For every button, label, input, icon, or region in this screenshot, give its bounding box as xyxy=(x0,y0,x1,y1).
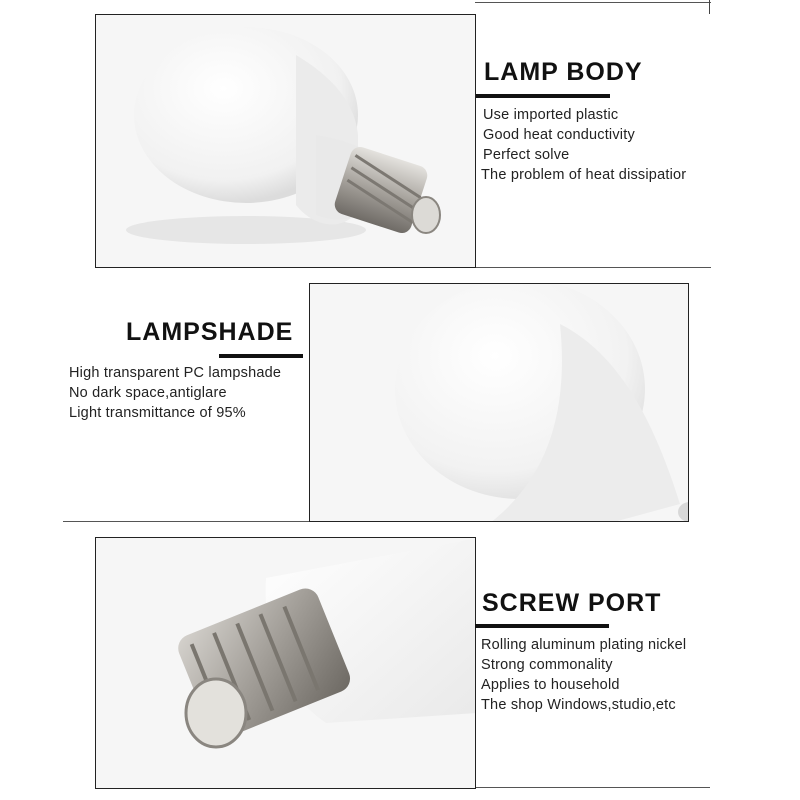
line-screw-port-3: Applies to household xyxy=(481,677,620,693)
heading-underline-lampshade xyxy=(219,354,303,358)
line-screw-port-2: Strong commonality xyxy=(481,657,613,673)
line-lamp-body-2: Good heat conductivity xyxy=(483,127,635,143)
line-lampshade-1: High transparent PC lampshade xyxy=(69,365,282,381)
lampshade-photo xyxy=(309,283,689,522)
text-lamp-body xyxy=(483,105,707,185)
line-lamp-body-1: Use imported plastic xyxy=(483,107,619,123)
separator-2 xyxy=(63,521,310,522)
line-lampshade-3: Light transmittance of 95% xyxy=(69,405,246,421)
bulb-dome-closeup-image xyxy=(310,284,689,522)
line-lamp-body-3: Perfect solve xyxy=(483,147,570,163)
bulb-screw-base-closeup-image xyxy=(96,538,476,789)
line-lampshade-2: No dark space,antiglare xyxy=(69,385,227,401)
line-screw-port-1: Rolling aluminum plating nickel xyxy=(481,637,687,653)
line-lamp-body-4: The problem of heat dissipatior xyxy=(481,167,687,183)
heading-lamp-body: LAMP BODY xyxy=(484,58,643,86)
screw-port-photo xyxy=(95,537,476,789)
heading-underline-lamp-body xyxy=(476,94,610,98)
separator-1 xyxy=(475,267,711,268)
line-screw-port-4: The shop Windows,studio,etc xyxy=(481,697,676,713)
heading-underline-screw-port xyxy=(475,624,609,628)
separator-top-right xyxy=(475,2,711,3)
heading-screw-port: SCREW PORT xyxy=(482,589,662,617)
bulb-side-view-image xyxy=(96,15,476,268)
text-screw-port xyxy=(481,635,686,715)
text-lampshade xyxy=(69,363,281,423)
separator-vertical-top xyxy=(709,0,710,14)
heading-lampshade: LAMPSHADE xyxy=(126,318,294,346)
lamp-body-photo xyxy=(95,14,476,268)
